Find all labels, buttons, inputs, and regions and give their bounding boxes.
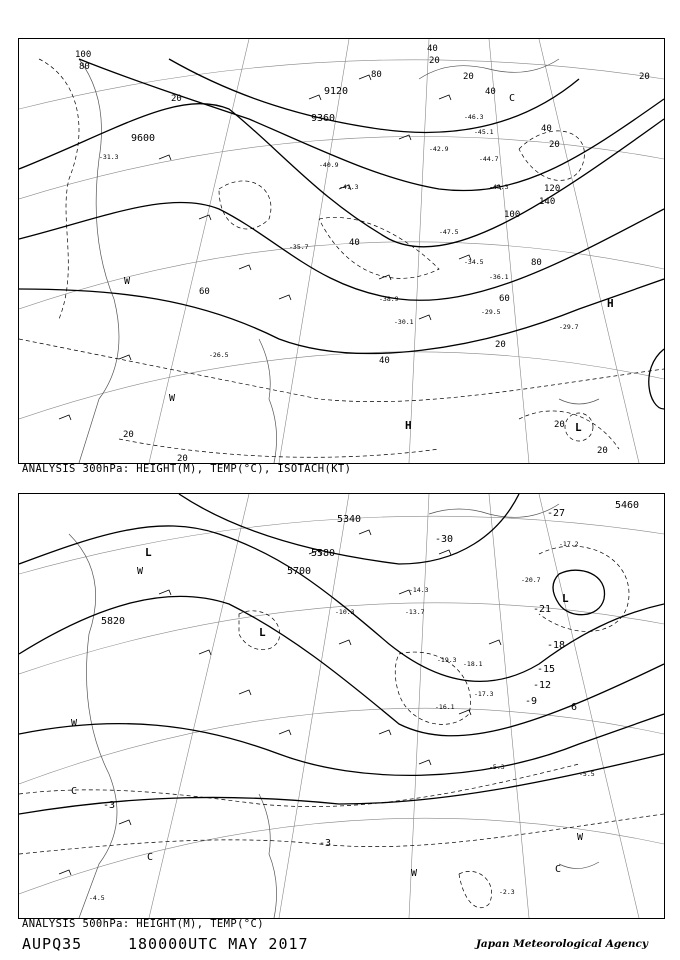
chart-300hpa xyxy=(18,38,665,464)
isotach-label: 40 xyxy=(379,356,390,366)
low-pressure-marker: L xyxy=(562,592,569,605)
caption-500hpa: ANALYSIS 500hPa: HEIGHT(M), TEMP(°C) xyxy=(22,918,264,930)
isotherm-label: -27 xyxy=(547,508,566,519)
height-label-9600: 9600 xyxy=(131,133,156,144)
map-300hpa xyxy=(19,39,664,463)
temperature-label: -38.9 xyxy=(379,295,399,303)
isotach-label: 120 xyxy=(544,184,561,194)
low-pressure-marker: L xyxy=(259,626,266,639)
isotach-label: 60 xyxy=(199,287,210,297)
isotach-labels xyxy=(75,44,650,463)
valid-time: 180000UTC MAY 2017 xyxy=(128,935,309,953)
isotach-label: 20 xyxy=(495,340,506,350)
chart-code: AUPQ35 xyxy=(22,935,83,953)
temperature-label: -10.3 xyxy=(335,608,355,616)
isotherm-label: -21 xyxy=(533,604,552,615)
isotach-label: 100 xyxy=(504,210,521,220)
temperature-label: -30.1 xyxy=(394,318,414,326)
temperature-label: -19.3 xyxy=(437,656,457,664)
isotherm-label: -3 xyxy=(319,838,332,849)
isotach-label: 40 xyxy=(541,124,552,134)
isotherm-label: -6 xyxy=(565,702,578,713)
low-pressure-marker: L xyxy=(145,546,152,559)
warm-center-marker: W xyxy=(137,566,144,577)
isotach-label: 20 xyxy=(123,430,134,440)
isotach-label: 20 xyxy=(639,72,650,82)
temperature-label: -29.5 xyxy=(481,308,501,316)
height-labels xyxy=(131,86,348,144)
temperature-label: -5.5 xyxy=(579,770,595,778)
isotach-label: 80 xyxy=(79,62,90,72)
temperature-label: -17.3 xyxy=(474,690,494,698)
map-500hpa xyxy=(19,494,664,918)
height-label-5580: 5580 xyxy=(311,548,336,559)
isotach-label: 20 xyxy=(177,454,188,463)
isotach-label: 140 xyxy=(539,197,556,207)
isotach-label: 20 xyxy=(549,140,560,150)
temperature-label: -26.5 xyxy=(209,351,229,359)
isotach-label: 80 xyxy=(371,70,382,80)
height-label-5340: 5340 xyxy=(337,514,362,525)
isotach-label: 100 xyxy=(75,50,92,60)
low-pressure-marker: L xyxy=(575,421,582,434)
isotherm-label: -9 xyxy=(525,696,538,707)
caption-300hpa: ANALYSIS 300hPa: HEIGHT(M), TEMP(°C), ISOTACH(KT) xyxy=(22,463,352,475)
temperature-label: -20.7 xyxy=(521,576,541,584)
temperature-label: -42.9 xyxy=(429,145,449,153)
warm-center-marker: W xyxy=(124,276,131,287)
temperature-label: -48.3 xyxy=(489,183,509,191)
warm-center-marker: W xyxy=(169,393,176,404)
height-label-9360: 9360 xyxy=(311,113,336,124)
temperature-label: -44.7 xyxy=(479,155,499,163)
chart-500hpa xyxy=(18,493,665,919)
temperature-label: -4.5 xyxy=(89,894,105,902)
isotach-label: 20 xyxy=(429,56,440,66)
temperature-label: -45.1 xyxy=(474,128,494,136)
high-pressure-marker: H xyxy=(607,297,614,310)
isotach-label: 20 xyxy=(554,420,565,430)
isotach-label: 40 xyxy=(349,238,360,248)
height-contours xyxy=(19,59,664,409)
height-label-9120: 9120 xyxy=(324,86,349,97)
isotherm-label: -30 xyxy=(435,534,454,545)
temperature-label: -35.7 xyxy=(289,243,309,251)
temperature-label: -41.3 xyxy=(339,183,359,191)
temperature-label: -16.1 xyxy=(435,703,455,711)
warm-center-marker: W xyxy=(71,718,78,729)
isotach-label: 80 xyxy=(531,258,542,268)
cold-center-marker: C xyxy=(509,93,516,104)
warm-center-marker: W xyxy=(411,868,418,879)
isotach-label: 20 xyxy=(463,72,474,82)
height-label-5700: 5700 xyxy=(287,566,312,577)
temperature-labels xyxy=(89,540,595,902)
temperature-label: -31.3 xyxy=(99,153,119,161)
graticule xyxy=(19,39,664,463)
temperature-label: -36.1 xyxy=(489,273,509,281)
temperature-label: -46.3 xyxy=(464,113,484,121)
cold-center-marker: C xyxy=(147,852,154,863)
temperature-label: -2.3 xyxy=(499,888,515,896)
isotach-label: 40 xyxy=(427,44,438,54)
agency-name: Japan Meteorological Agency xyxy=(475,938,648,950)
warm-center-marker: W xyxy=(577,832,584,843)
temperature-label: -5.3 xyxy=(489,763,505,771)
high-pressure-marker: H xyxy=(405,419,412,432)
temperature-label: -18.1 xyxy=(463,660,483,668)
temperature-label: -14.3 xyxy=(409,586,429,594)
cold-center-marker: C xyxy=(555,864,562,875)
isotach-label: 20 xyxy=(171,94,182,104)
temperature-label: -40.9 xyxy=(319,161,339,169)
height-label-5820: 5820 xyxy=(101,616,126,627)
isotherm-label: -18 xyxy=(547,640,566,651)
cold-center-marker: C xyxy=(71,786,78,797)
temperature-label: -13.7 xyxy=(405,608,425,616)
isotach-label: 40 xyxy=(485,87,496,97)
height-labels xyxy=(101,500,639,627)
isotherm-label: -15 xyxy=(537,664,556,675)
temperature-label: -17.2 xyxy=(559,540,579,548)
temperature-labels xyxy=(99,113,579,359)
isotherm-label: -3 xyxy=(103,800,116,811)
coastlines xyxy=(79,59,599,463)
isotherm-label: -12 xyxy=(533,680,552,691)
isotach-label: 60 xyxy=(499,294,510,304)
temperature-label: -34.5 xyxy=(464,258,484,266)
height-label-5460: 5460 xyxy=(615,500,640,511)
temperature-label: -47.5 xyxy=(439,228,459,236)
isotach-label: 20 xyxy=(597,446,608,456)
temperature-label: -29.7 xyxy=(559,323,579,331)
